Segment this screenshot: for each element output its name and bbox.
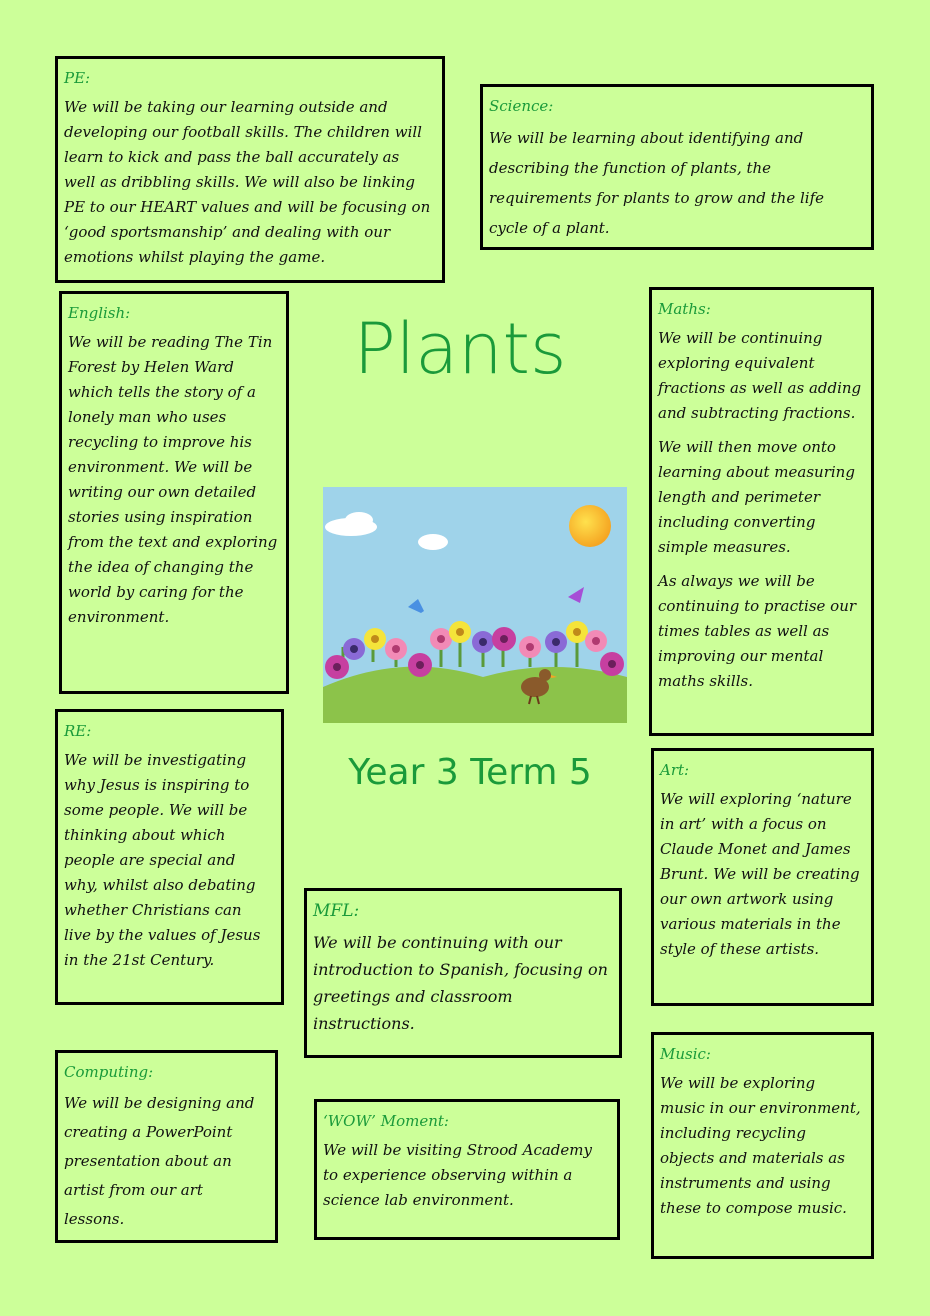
garden-illustration bbox=[323, 487, 627, 723]
art-text: We will exploring ‘nature in art’ with a focus on Claude Monet and James Brunt. We will be creating our own artwork using various materials in the style of these artists. bbox=[660, 790, 860, 958]
maths-box bbox=[649, 287, 874, 736]
mfl-box bbox=[304, 888, 622, 1058]
re-text: We will be investigating why Jesus is inspiring to some people. We will be thinking about which people are special and why, whilst also debating whether Christians can live by the values of Jesus in the 21st Century. bbox=[64, 751, 261, 969]
maths-paragraph-3: As always we will be continuing to practise our times tables as well as improving our mental maths skills. bbox=[658, 572, 857, 690]
mfl-text: We will be continuing with our introduction to Spanish, focusing on greetings and classroom instructions. bbox=[313, 933, 608, 1033]
pe-heading: PE: bbox=[64, 69, 91, 87]
english-box bbox=[59, 291, 289, 694]
maths-heading: Maths: bbox=[658, 300, 711, 318]
page-subtitle: Year 3 Term 5 bbox=[348, 752, 592, 793]
computing-text: We will be designing and creating a PowerPoint presentation about an artist from our art lessons. bbox=[64, 1094, 255, 1228]
computing-heading: Computing: bbox=[64, 1063, 154, 1081]
science-box bbox=[480, 84, 874, 250]
english-heading: English: bbox=[68, 304, 131, 322]
music-text: We will be exploring music in our environment, including recycling objects and materials as instruments and using these to compose music. bbox=[660, 1074, 861, 1217]
cloud-icon bbox=[418, 534, 448, 550]
maths-paragraph-1: We will be continuing exploring equivalent fractions as well as adding and subtracting fractions. bbox=[658, 329, 862, 422]
computing-box bbox=[55, 1050, 278, 1243]
science-heading: Science: bbox=[489, 97, 554, 115]
music-heading: Music: bbox=[660, 1045, 711, 1063]
maths-text bbox=[658, 326, 863, 694]
art-box bbox=[651, 748, 874, 1006]
grass bbox=[323, 667, 627, 723]
page-title: Plants bbox=[353, 308, 567, 390]
re-box bbox=[55, 709, 284, 1005]
sun-icon bbox=[569, 505, 611, 547]
art-heading: Art: bbox=[660, 761, 690, 779]
maths-paragraph-2: We will then move onto learning about measuring length and perimeter including converting simple measures. bbox=[658, 438, 855, 556]
english-text: We will be reading The Tin Forest by Helen Ward which tells the story of a lonely man who uses recycling to improve his environment. We will be writing our own detailed stories using inspiration from the text and exploring the idea of changing the world by caring for the environment. bbox=[68, 333, 278, 626]
pe-text: We will be taking our learning outside and developing our football skills. The children will learn to kick and pass the ball accurately as well as dribbling skills. We will also be linking PE to our HEART values and will be focusing on ‘good sportsmanship’ and dealing with our emotions whilst playing the game. bbox=[64, 98, 431, 266]
wow-heading: ‘WOW’ Moment: bbox=[323, 1112, 449, 1130]
wow-text: We will be visiting Strood Academy to experience observing within a science lab environment. bbox=[323, 1141, 592, 1209]
pe-box bbox=[55, 56, 445, 283]
mfl-heading: MFL: bbox=[313, 901, 360, 921]
music-box bbox=[651, 1032, 874, 1259]
re-heading: RE: bbox=[64, 722, 92, 740]
science-text: We will be learning about identifying and describing the function of plants, the requirements for plants to grow and the life cycle of a plant. bbox=[489, 129, 824, 237]
wow-box bbox=[314, 1099, 620, 1240]
